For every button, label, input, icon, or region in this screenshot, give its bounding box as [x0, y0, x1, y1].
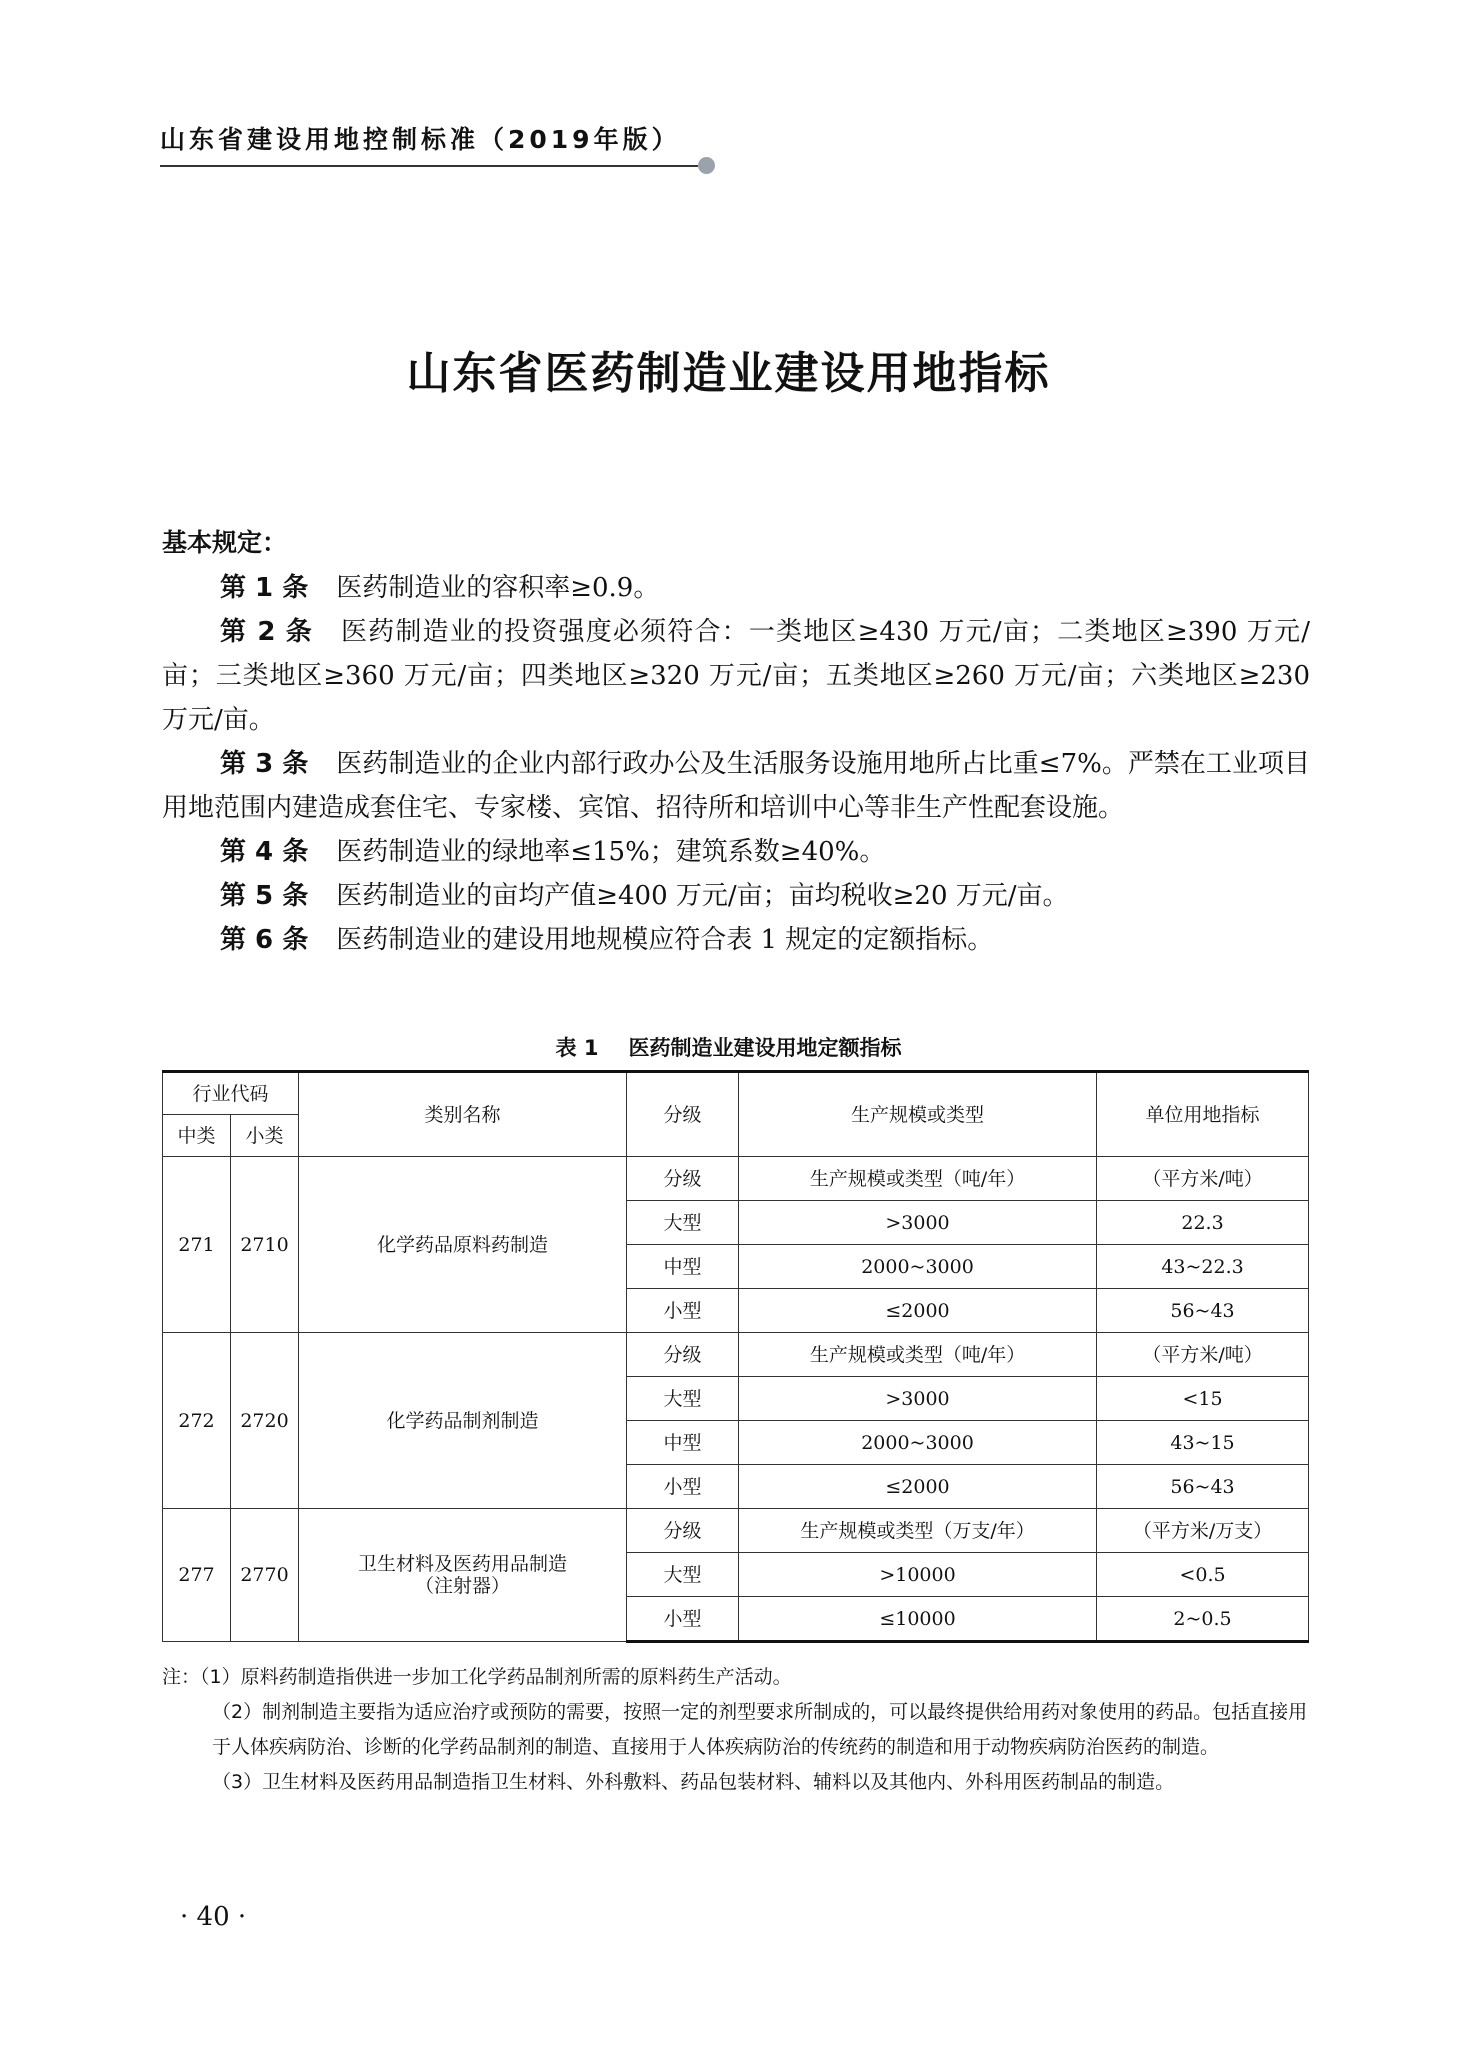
cell-grade: 中型 — [627, 1421, 739, 1465]
cell-scale: 生产规模或类型（万支/年） — [739, 1509, 1097, 1553]
table-caption-title: 医药制造业建设用地定额指标 — [628, 1036, 902, 1060]
cell-unit-index: 43~22.3 — [1097, 1245, 1309, 1289]
cell-grade: 分级 — [627, 1157, 739, 1201]
cell-grade: 小型 — [627, 1289, 739, 1333]
cell-scale: ≤10000 — [739, 1597, 1097, 1642]
article-label: 第 6 条 — [220, 925, 309, 955]
cell-grade: 小型 — [627, 1465, 739, 1509]
article-text: 医药制造业的绿地率≤15%；建筑系数≥40%。 — [336, 837, 886, 867]
header-rule — [160, 165, 698, 167]
cell-unit-index: 56~43 — [1097, 1465, 1309, 1509]
header-mid-class: 中类 — [163, 1115, 231, 1157]
cell-grade: 大型 — [627, 1201, 739, 1245]
article-text: 医药制造业的亩均产值≥400 万元/亩；亩均税收≥20 万元/亩。 — [336, 881, 1069, 911]
cell-unit-index: （平方米/吨） — [1097, 1157, 1309, 1201]
cell-mid-class: 271 — [163, 1157, 231, 1333]
category-name-line1: 卫生材料及医药用品制造 — [358, 1553, 568, 1575]
article-6 — [162, 918, 1310, 962]
cell-grade: 小型 — [627, 1597, 739, 1642]
page-number: · 40 · — [180, 1902, 247, 1932]
cell-unit-index: <0.5 — [1097, 1553, 1309, 1597]
note-item: （3）卫生材料及医药用品制造指卫生材料、外科敷料、药品包装材料、辅料以及其他内、外科用医药制品的制造。 — [212, 1771, 1175, 1793]
page-title: 山东省医药制造业建设用地指标 — [406, 348, 1051, 399]
table-caption-number: 表 1 — [555, 1036, 599, 1060]
cell-unit-index: （平方米/万支） — [1097, 1509, 1309, 1553]
notes-prefix: 注： — [162, 1666, 201, 1688]
note-item: （2）制剂制造主要指为适应治疗或预防的需要，按照一定的剂型要求所制成的，可以最终提供给用药对象使用的药品。包括直接用于人体疾病防治、诊断的化学药品制剂的制造、直接用于人体疾病防治的传统药的制造和用于动物疾病防治医药的制造。 — [212, 1701, 1308, 1758]
cell-category-name: 化学药品原料药制造 — [299, 1157, 627, 1333]
article-text: 医药制造业的建设用地规模应符合表 1 规定的定额指标。 — [336, 925, 994, 955]
cell-mid-class: 272 — [163, 1333, 231, 1509]
cell-category-name: 化学药品制剂制造 — [299, 1333, 627, 1509]
cell-scale: 生产规模或类型（吨/年） — [739, 1157, 1097, 1201]
cell-grade: 分级 — [627, 1333, 739, 1377]
table-caption — [0, 1032, 1457, 1062]
cell-small-class: 2720 — [231, 1333, 299, 1509]
header-industry-code: 行业代码 — [163, 1072, 299, 1115]
cell-small-class: 2710 — [231, 1157, 299, 1333]
basic-rules-heading: 基本规定： — [162, 528, 288, 557]
article-label: 第 2 条 — [220, 617, 313, 647]
table-row — [163, 1157, 1309, 1201]
cell-unit-index: 2~0.5 — [1097, 1597, 1309, 1642]
cell-small-class: 2770 — [231, 1509, 299, 1642]
article-text: 医药制造业的投资强度必须符合：一类地区≥430 万元/亩；二类地区≥390 万元/亩；三类地区≥360 万元/亩；四类地区≥320 万元/亩；五类地区≥260 万元/亩；六类地区≥230 万元/亩。 — [162, 617, 1310, 735]
header-small-class: 小类 — [231, 1115, 299, 1157]
article-text: 医药制造业的企业内部行政办公及生活服务设施用地所占比重≤7%。严禁在工业项目用地范围内建造成套住宅、专家楼、宾馆、招待所和培训中心等非生产性配套设施。 — [162, 749, 1310, 823]
cell-grade: 中型 — [627, 1245, 739, 1289]
article-5 — [162, 874, 1310, 918]
table-notes — [162, 1660, 1308, 1800]
category-name-line2: （注射器） — [415, 1575, 511, 1597]
cell-scale: ≤2000 — [739, 1289, 1097, 1333]
note-text: （1）原料药制造指供进一步加工化学药品制剂所需的原料药生产活动。 — [200, 1666, 792, 1688]
note-item — [162, 1660, 1308, 1695]
cell-unit-index: （平方米/吨） — [1097, 1333, 1309, 1377]
cell-scale: >3000 — [739, 1201, 1097, 1245]
header-grade: 分级 — [627, 1072, 739, 1157]
cell-category-name — [299, 1509, 627, 1642]
table-header-row — [163, 1072, 1309, 1115]
article-1 — [162, 566, 1310, 610]
article-text: 医药制造业的容积率≥0.9。 — [336, 573, 660, 603]
cell-scale: 2000~3000 — [739, 1421, 1097, 1465]
cell-unit-index: 22.3 — [1097, 1201, 1309, 1245]
header-scale: 生产规模或类型 — [739, 1072, 1097, 1157]
header-dot — [698, 157, 715, 174]
cell-mid-class: 277 — [163, 1509, 231, 1642]
cell-grade: 大型 — [627, 1553, 739, 1597]
article-label: 第 3 条 — [220, 749, 309, 779]
cell-scale: >10000 — [739, 1553, 1097, 1597]
cell-unit-index: 43~15 — [1097, 1421, 1309, 1465]
table-row — [163, 1333, 1309, 1377]
cell-unit-index: 56~43 — [1097, 1289, 1309, 1333]
cell-scale: 生产规模或类型（吨/年） — [739, 1333, 1097, 1377]
header-category-name: 类别名称 — [299, 1072, 627, 1157]
articles — [162, 566, 1310, 962]
article-label: 第 1 条 — [220, 573, 309, 603]
cell-scale: 2000~3000 — [739, 1245, 1097, 1289]
running-header: 山东省建设用地控制标准（2019年版） — [160, 125, 681, 154]
cell-grade: 大型 — [627, 1377, 739, 1421]
cell-grade: 分级 — [627, 1509, 739, 1553]
cell-scale: ≤2000 — [739, 1465, 1097, 1509]
article-label: 第 5 条 — [220, 881, 309, 911]
article-3 — [162, 742, 1310, 830]
article-2 — [162, 610, 1310, 742]
cell-scale: >3000 — [739, 1377, 1097, 1421]
article-label: 第 4 条 — [220, 837, 309, 867]
header-unit-index: 单位用地指标 — [1097, 1072, 1309, 1157]
article-4 — [162, 830, 1310, 874]
quota-table — [162, 1070, 1309, 1643]
cell-unit-index: <15 — [1097, 1377, 1309, 1421]
table-row — [163, 1509, 1309, 1553]
